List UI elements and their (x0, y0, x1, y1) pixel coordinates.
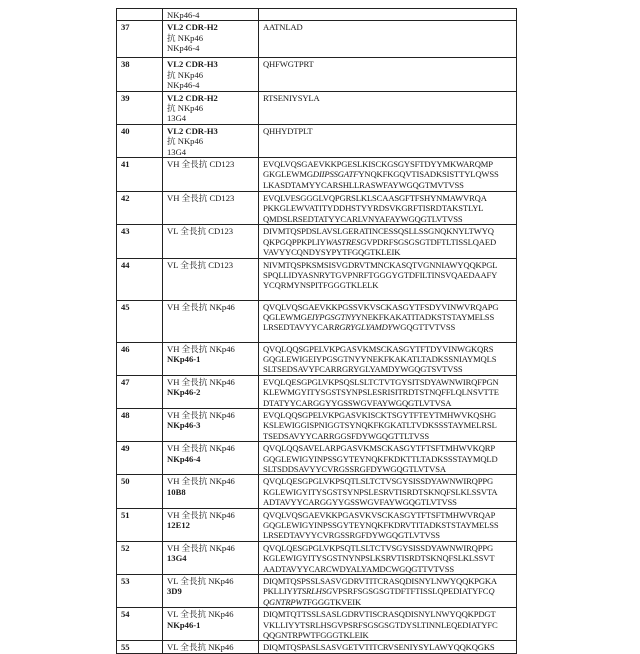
sequence-line (263, 180, 513, 190)
seq-description-cell (163, 258, 259, 300)
sequence-line (263, 630, 513, 640)
seq-id-cell: 53 (117, 575, 163, 608)
sequence-cell (259, 58, 517, 91)
sequence-line (263, 586, 513, 596)
seq-description-cell (163, 508, 259, 541)
description-line: 13G4 (167, 113, 255, 123)
sequence-line (263, 642, 513, 652)
description-line: 13G4 (167, 147, 255, 157)
description-line: NKp46-4 (167, 80, 255, 90)
table-row (117, 508, 517, 541)
sequence-segment: SLTSDDSAVYYCVRGSSRGFDYWGQGTLVTVSA (263, 464, 446, 474)
sequence-cell (259, 300, 517, 342)
sequence-cell (259, 124, 517, 157)
sequence-segment: DIQMTQTTSSLSASLGDRVTISCRASQDISNYLNWYQQKPDGT (263, 609, 496, 619)
description-line: 抗 NKp46 (167, 136, 255, 146)
sequence-cell (259, 225, 517, 258)
seq-description-cell (163, 124, 259, 157)
table-row (117, 225, 517, 258)
sequence-line (263, 302, 513, 312)
sequence-cell (259, 575, 517, 608)
cdr-segment: EIYPGSGTNY (307, 312, 356, 322)
sequence-segment: YNQKFKGQVTISADKSISTTYLQWSS (358, 169, 498, 179)
sequence-line (263, 354, 513, 364)
sequence-segment: VPSRFSGSGSGTDFTFTISSLQPEDIATYFC (332, 586, 488, 596)
description-line: VH 全長抗 NKp46 (167, 344, 255, 354)
sequence-line (263, 377, 513, 387)
sequence-segment: KGLEWIGYITYSGSTNYNPSLKSRVTISRDTSKNQFSLKLSSVT (263, 553, 494, 563)
sequence-line (263, 159, 513, 169)
seq-description-cell (163, 300, 259, 342)
sequence-segment: QMDSLRSEDTATYYCARLVNYAFAYWGQGTLVTVSS (263, 214, 463, 224)
sequence-segment: EVQLQESGPGLVKPSQSLSLTCTVTGYSITSDYAWNWIRQFPGN (263, 377, 499, 387)
sequence-line (263, 270, 513, 280)
seq-description-cell (163, 541, 259, 574)
sequence-segment: QHFWGTPRT (263, 59, 314, 69)
sequence-segment: AADTAVYYCARCWDYALYAMDCWGQGTTVTVSS (263, 564, 454, 574)
sequence-line (263, 126, 513, 136)
sequence-segment: EVQLQQSGPELVKPGASVKISCKTSGYTFTEYTMHWVKQSHG (263, 410, 496, 420)
sequence-cell (259, 608, 517, 641)
sequence-line (263, 597, 513, 607)
sequence-segment: GKGLEWMG (263, 169, 313, 179)
seq-id-cell: 45 (117, 300, 163, 342)
seq-description-cell (163, 408, 259, 441)
sequence-line (263, 169, 513, 179)
sequence-segment: VKLLIYYTSRLHSGVPSRFSGSGSGTDYSLTINNLEQEDIATYFC (263, 620, 498, 630)
seq-id-cell: 52 (117, 541, 163, 574)
description-line: NKp46-4 (167, 10, 255, 20)
table-row (117, 342, 517, 375)
seq-id-cell (117, 9, 163, 21)
sequence-line (263, 203, 513, 213)
sequence-segment: GVPDRFSGSGSGTDFTLTISSLQAED (360, 237, 496, 247)
description-line: VL 全長抗 CD123 (167, 260, 255, 270)
sequence-cell (259, 9, 517, 21)
table-row (117, 91, 517, 124)
description-line: NKp46-1 (167, 354, 255, 364)
sequence-cell (259, 541, 517, 574)
description-line: 抗 NKp46 (167, 103, 255, 113)
cdr-segment: WASTRES (326, 237, 361, 247)
sequence-cell (259, 475, 517, 508)
seq-id-cell: 39 (117, 91, 163, 124)
sequence-segment: AATNLAD (263, 22, 303, 32)
seq-id-cell: 49 (117, 442, 163, 475)
sequence-cell (259, 91, 517, 124)
sequence-segment: KLEWMGYITYSGSTSYNPSLESRISITRDTSTNQFFLQLNSVTTE (263, 387, 499, 397)
seq-description-cell (163, 192, 259, 225)
sequence-segment: SPQLLIDYASNRYTGVPNRFTGGGYGTDFILTINSVQAEDAAFY (263, 270, 497, 280)
sequence-segment: GQGLEWIGYINPSSGYTEYNQKFKDRVTITADKSTSTAYMELSS (263, 520, 498, 530)
description-line: VL2 CDR-H2 (167, 22, 255, 32)
sequence-line (263, 364, 513, 374)
sequence-segment: QGLEWMG (263, 312, 307, 322)
table-row (117, 375, 517, 408)
description-line: 3D9 (167, 586, 255, 596)
sequence-line (263, 510, 513, 520)
seq-id-cell: 51 (117, 508, 163, 541)
sequence-table-body (117, 9, 517, 654)
sequence-line (263, 344, 513, 354)
description-line: VL 全長抗 NKp46 (167, 576, 255, 586)
description-line: VH 全長抗 NKp46 (167, 410, 255, 420)
sequence-cell (259, 158, 517, 192)
description-line: VH 全長抗 NKp46 (167, 510, 255, 520)
seq-id-cell: 42 (117, 192, 163, 225)
description-line: 13G4 (167, 553, 255, 563)
description-line: 12E12 (167, 520, 255, 530)
sequence-segment: DIQMTQSPSSLSASVGDRVTITCRASQDISNYLNWYQQKPGKA (263, 576, 497, 586)
sequence-segment: RTSENIYSYLA (263, 93, 320, 103)
cdr-segment: QGNTRPWT (263, 597, 307, 607)
sequence-segment: YCQRMYNSPITFGGGTKLELK (263, 280, 378, 290)
cdr-segment: RGRYGLYAMDY (334, 322, 392, 332)
sequence-segment: PKLLIY (263, 586, 293, 596)
seq-id-cell: 47 (117, 375, 163, 408)
sequence-line (263, 226, 513, 236)
sequence-cell (259, 192, 517, 225)
sequence-line (263, 564, 513, 574)
description-line: VL2 CDR-H3 (167, 126, 255, 136)
table-row (117, 158, 517, 192)
sequence-cell (259, 375, 517, 408)
sequence-segment: FGGGTKVEIK (307, 597, 361, 607)
table-row (117, 21, 517, 58)
sequence-line (263, 443, 513, 453)
sequence-segment: WGQGTTVTVSS (392, 322, 455, 332)
seq-id-cell: 38 (117, 58, 163, 91)
sequence-line (263, 530, 513, 540)
description-line: VL 全長抗 NKp46 (167, 642, 255, 652)
seq-id-cell: 48 (117, 408, 163, 441)
table-row (117, 541, 517, 574)
table-row (117, 192, 517, 225)
table-row (117, 442, 517, 475)
sequence-segment: LRSEDTAVYYCAR (263, 322, 334, 332)
sequence-line (263, 454, 513, 464)
seq-description-cell (163, 575, 259, 608)
description-line: VH 全長抗 NKp46 (167, 476, 255, 486)
description-line: VL 全長抗 CD123 (167, 226, 255, 236)
sequence-segment: QHHYDTPLT (263, 126, 312, 136)
description-line: VH 全長抗 NKp46 (167, 543, 255, 553)
description-line: 抗 NKp46 (167, 70, 255, 80)
sequence-line (263, 620, 513, 630)
seq-id-cell: 37 (117, 21, 163, 58)
seq-id-cell: 43 (117, 225, 163, 258)
description-line: VH 全長抗 NKp46 (167, 443, 255, 453)
seq-id-cell: 55 (117, 641, 163, 653)
table-row (117, 9, 517, 21)
sequence-segment: QVQLVQSGAEVKKPGSSVKVSCKASGYTFSDYVINWVRQAPG (263, 302, 498, 312)
cdr-segment: Q (488, 586, 494, 596)
sequence-segment: QKPGQPPKPLIY (263, 237, 326, 247)
sequence-segment: PKKGLEWVATITYDDHSTYYRDSVKGRFTISRDTAKSTLYL (263, 203, 483, 213)
seq-description-cell (163, 375, 259, 408)
sequence-line (263, 543, 513, 553)
sequence-segment: DTATYYCARGGYYGSSWGVFAYWGQGTLVTVSA (263, 398, 451, 408)
sequence-cell (259, 258, 517, 300)
sequence-line (263, 476, 513, 486)
seq-id-cell: 44 (117, 258, 163, 300)
description-line: VH 全長抗 CD123 (167, 159, 255, 169)
sequence-line (263, 520, 513, 530)
description-line: VH 全長抗 NKp46 (167, 302, 255, 312)
sequence-segment: QVQLQQSAVELARPGASVKMSCKASGYTFTSFTMHWVKQRP (263, 443, 495, 453)
sequence-line (263, 214, 513, 224)
seq-id-cell: 40 (117, 124, 163, 157)
description-line: NKp46-3 (167, 420, 255, 430)
description-line: NKp46-2 (167, 387, 255, 397)
table-row (117, 641, 517, 653)
description-line: 抗 NKp46 (167, 33, 255, 43)
table-row (117, 124, 517, 157)
sequence-line (263, 260, 513, 270)
seq-description-cell (163, 9, 259, 21)
sequence-line (263, 322, 513, 332)
sequence-line (263, 398, 513, 408)
table-row (117, 58, 517, 91)
sequence-cell (259, 508, 517, 541)
sequence-segment: LRSEDTAVYYCVRGSSRGFDYWGQGTLVTVSS (263, 530, 440, 540)
seq-description-cell (163, 475, 259, 508)
sequence-segment: QVQLQQSGPELVKPGASVKMSCKASGYTFTDYVINWGKQRS (263, 344, 493, 354)
table-row (117, 300, 517, 342)
sequence-cell (259, 641, 517, 653)
sequence-line (263, 247, 513, 257)
seq-id-cell: 54 (117, 608, 163, 641)
sequence-cell (259, 442, 517, 475)
sequence-line (263, 497, 513, 507)
sequence-segment: QVQLQESGPGLVKPSQTLSLTCTVSGYSISSDYAWNWIRQPPG (263, 543, 493, 553)
cdr-segment: DIIPSSGATF (313, 169, 358, 179)
seq-description-cell (163, 158, 259, 192)
table-row (117, 575, 517, 608)
sequence-line (263, 280, 513, 290)
seq-description-cell (163, 58, 259, 91)
sequence-line (263, 431, 513, 441)
description-line: NKp46-1 (167, 620, 255, 630)
description-line: VH 全長抗 NKp46 (167, 377, 255, 387)
sequence-segment: QQGNTRPWTFGGGTKLEIK (263, 630, 369, 640)
sequence-segment: GQGLEWIGEIYPGSGTNYYNEKFKAKATLTADKSSNIAYMQLS (263, 354, 496, 364)
sequence-segment: DIVMTQSPDSLAVSLGERATINCESSQSLLSSGNQKNYLTWYQ (263, 226, 494, 236)
seq-id-cell: 41 (117, 158, 163, 192)
sequence-line (263, 22, 513, 32)
seq-description-cell (163, 442, 259, 475)
sequence-segment: YNEKFKAKATITADKSTSTAYMELSS (355, 312, 494, 322)
seq-description-cell (163, 91, 259, 124)
sequence-line (263, 420, 513, 430)
sequence-segment: EVQLVESGGGLVQPGRSLKLSCAASGFTFSHYNMAWVRQA (263, 193, 487, 203)
description-line: NKp46-4 (167, 454, 255, 464)
sequence-segment: KSLEWIGGISPNIGGTSYNQKFKGKATLTVDKSSSTAYMELRSL (263, 420, 497, 430)
sequence-cell (259, 408, 517, 441)
sequence-line (263, 487, 513, 497)
sequence-line (263, 609, 513, 619)
sequence-line (263, 464, 513, 474)
description-line: VL2 CDR-H2 (167, 93, 255, 103)
sequence-segment: DIQMTQSPASLSASVGETVTITCRVSENIYSYLAWYQQKQGKS (263, 642, 495, 652)
sequence-line (263, 193, 513, 203)
seq-id-cell: 50 (117, 475, 163, 508)
sequence-segment: ADTAVYYCARGGYYGSSWGVFAYWGQGTLVTVSS (263, 497, 457, 507)
table-row (117, 258, 517, 300)
sequence-segment: EVQLVQSGAEVKKPGESLKISCKGSGYSFTDYYMKWARQMP (263, 159, 493, 169)
description-line: 10B8 (167, 487, 255, 497)
sequence-line (263, 59, 513, 69)
sequence-segment: QVQLQESGPGLVKPSQTLSLTCTVSGYSISSDYAWNWIRQPPG (263, 476, 493, 486)
seq-description-cell (163, 342, 259, 375)
sequence-cell (259, 342, 517, 375)
table-row (117, 408, 517, 441)
description-line: VL 全長抗 NKp46 (167, 609, 255, 619)
sequence-segment: SLTSEDSAVYFCARRGRYGLYAMDYWGQGTSVTVSS (263, 364, 463, 374)
table-row (117, 475, 517, 508)
sequence-segment: VAVYYCQNDYSYPYTFGQGTKLEIK (263, 247, 400, 257)
sequence-table (116, 8, 517, 654)
sequence-line (263, 312, 513, 322)
sequence-line (263, 93, 513, 103)
description-line: NKp46-4 (167, 43, 255, 53)
sequence-line (263, 237, 513, 247)
document-page (0, 0, 640, 640)
seq-id-cell: 46 (117, 342, 163, 375)
seq-description-cell (163, 225, 259, 258)
seq-description-cell (163, 21, 259, 58)
sequence-line (263, 553, 513, 563)
sequence-line (263, 576, 513, 586)
seq-description-cell (163, 641, 259, 653)
table-row (117, 608, 517, 641)
sequence-cell (259, 21, 517, 58)
cdr-segment: YTSRLHSG (293, 586, 332, 596)
seq-description-cell (163, 608, 259, 641)
sequence-segment: NIVMTQSPKSMSISVGDRVTMNCKASQTVGNNIAWYQQKPGL (263, 260, 497, 270)
sequence-segment: GQGLEWIGYINPSSGYTEYNQKFKDKTTLTADKSSSTAYMQLD (263, 454, 498, 464)
sequence-line (263, 387, 513, 397)
description-line: VH 全長抗 CD123 (167, 193, 255, 203)
sequence-line (263, 410, 513, 420)
sequence-segment: KGLEWIGYITYSGSTSYNPSLESRVTISRDTSKNQFSLKLSSVTA (263, 487, 497, 497)
sequence-segment: LKASDTAMYYCARSHLLRASWFAYWGQGTMVTVSS (263, 180, 464, 190)
sequence-segment: TSEDSAVYYCARRGGSFDYWGQGTTLTVSS (263, 431, 429, 441)
description-line: VL2 CDR-H3 (167, 59, 255, 69)
sequence-segment: QVQLVQSGAEVKKPGASVKVSCKASGYTFTSFTMHWVRQAP (263, 510, 495, 520)
